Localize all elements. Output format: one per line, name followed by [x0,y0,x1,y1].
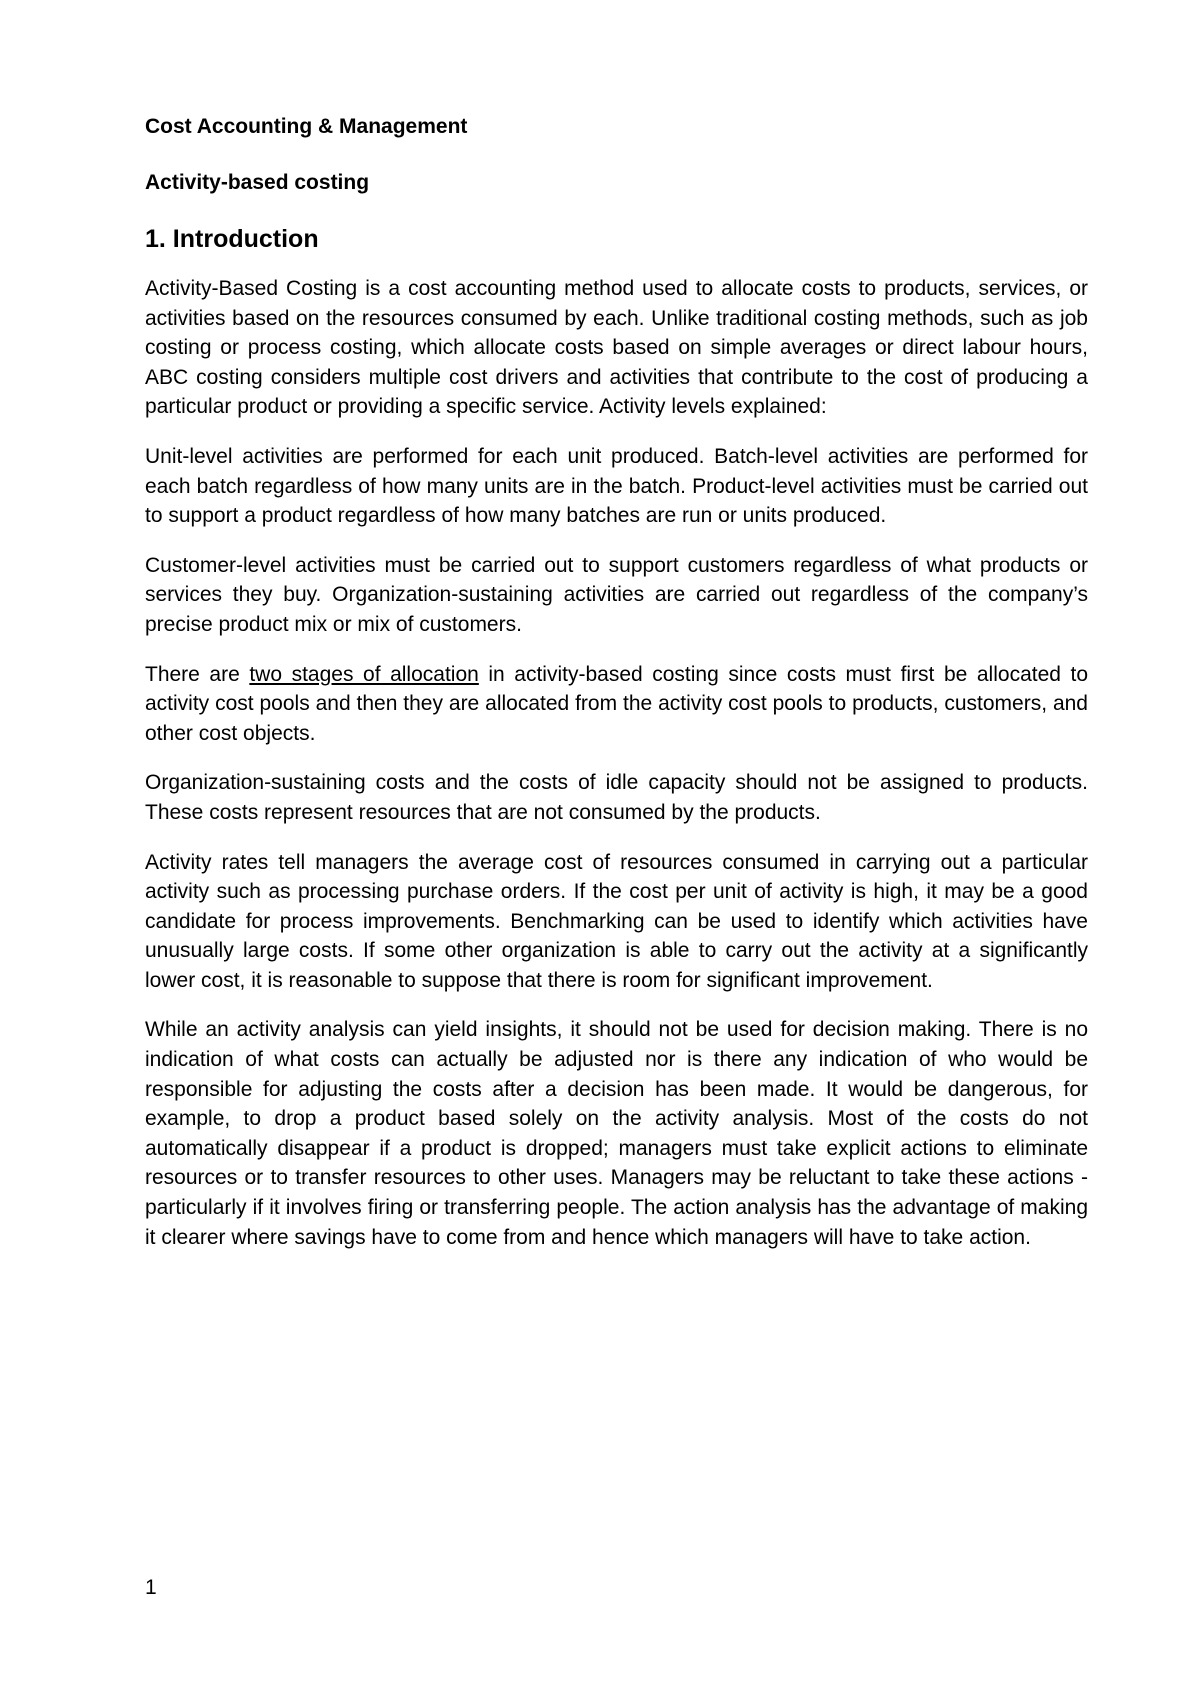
paragraph-decision-making: While an activity analysis can yield insights, it should not be used for decision making. There is no indication of what costs can actually be adjusted nor is there any indication of who would be responsible for adjusting the costs after a decision has been made. It would be dangerous, for example, to drop a product based solely on the activity analysis. Most of the costs do not automatically disappear if a product is dropped; managers must take explicit actions to eliminate resources or to transfer resources to other uses. Managers may be reluctant to take these actions - particularly if it involves firing or transferring people. The action analysis has the advantage of making it clearer where savings have to come from and hence which managers will have to take action. [145,1018,1088,1249]
section-heading: 1. Introduction [145,225,319,253]
paragraph-abc-definition: Activity-Based Costing is a cost accounting method used to allocate costs to products, services, or activities based on the resources consumed by each. Unlike traditional costing methods, such as job costing or process costing, which allocate costs based on simple averages or direct labour hours, ABC costing considers multiple cost drivers and activities that contribute to the cost of producing a particular product or providing a specific service. Activity levels explained: [145,277,1088,419]
paragraph-customer-level: Customer-level activities must be carried out to support customers regardless of what products or services they buy. Organization-sustaining activities are carried out regardless of the company’s precise product mix or mix of customers. [145,553,1088,636]
page-number: 1 [145,1576,157,1599]
topic-title: Activity-based costing [145,171,370,194]
underlined-phrase: two stages of allocation [249,662,479,686]
course-title: Cost Accounting & Management [145,115,468,138]
paragraph-activity-levels: Unit-level activities are performed for each unit produced. Batch-level activities are performed for each batch regardless of how many units are in the batch. Product-level activities must be carried out to support a product regardless of how many batches are run or units produced. [145,444,1088,528]
paragraph-two-stages-start: There are [145,662,250,686]
paragraph-idle-capacity: Organization-sustaining costs and the costs of idle capacity should not be assigned to products. These costs represent resources that are not consumed by the products. [145,771,1088,824]
paragraph-two-stages [145,660,1088,749]
paragraph-activity-rates: Activity rates tell managers the average cost of resources consumed in carrying out a particular activity such as processing purchase orders. If the cost per unit of activity is high, it may be a good candidate for process improvements. Benchmarking can be used to identify which activities have unusually large costs. If some other organization is able to carry out the activity at a significantly lower cost, it is reasonable to suppose that there is room for significant improvement. [145,850,1088,992]
document-body [145,112,1088,1252]
paragraph-two-stages-end: in activity-based costing since costs must first be allocated to activity cost pools and then they are allocated from the activity cost pools to products, customers, and other cost objects. [145,662,1089,745]
